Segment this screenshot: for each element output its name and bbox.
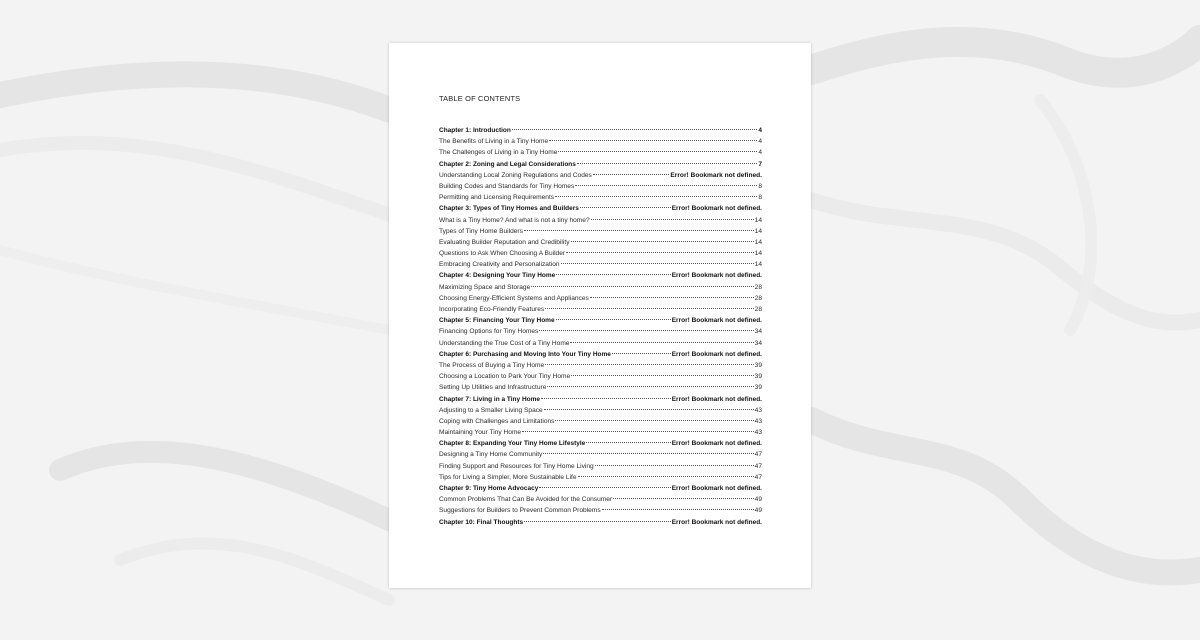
toc-entry-title: Chapter 1: Introduction [439, 127, 511, 134]
toc-dot-leader [545, 364, 753, 365]
toc-chapter-entry[interactable] [439, 438, 762, 449]
toc-section-entry[interactable] [439, 248, 762, 259]
toc-page-number: 43 [754, 406, 762, 414]
toc-section-entry[interactable] [439, 360, 762, 371]
toc-dot-leader [539, 330, 753, 331]
toc-section-entry[interactable] [439, 461, 762, 472]
toc-chapter-entry[interactable] [439, 203, 762, 214]
toc-entry-title: Chapter 8: Expanding Your Tiny Home Lifestyle [439, 440, 586, 448]
toc-dot-leader [531, 286, 753, 287]
toc-chapter-entry[interactable] [439, 270, 762, 281]
toc-entry-title: Chapter 6: Purchasing and Moving Into Your Tiny Home [439, 350, 611, 358]
toc-dot-leader [577, 163, 758, 164]
toc-page-number: 34 [754, 328, 762, 336]
toc-page-number: Error! Bookmark not defined. [671, 440, 762, 448]
toc-page-number: 47 [754, 451, 762, 459]
toc-page-number: 47 [754, 462, 762, 470]
toc-entry-title: Tips for Living a Simpler, More Sustainable Life [439, 473, 577, 481]
toc-entry-title: The Benefits of Living in a Tiny Home [439, 138, 549, 146]
toc-section-entry[interactable] [439, 505, 762, 516]
toc-page-number: 14 [754, 227, 762, 235]
toc-page-number: 34 [754, 339, 762, 347]
toc-entry-title: The Challenges of Living in a Tiny Home [439, 149, 558, 157]
toc-entry-title: Understanding the True Cost of a Tiny Home [439, 339, 570, 347]
toc-dot-leader [580, 207, 671, 208]
toc-page-number: 49 [754, 507, 762, 515]
toc-page-number: 14 [754, 261, 762, 269]
toc-section-entry[interactable] [439, 192, 762, 203]
toc-page-number: 49 [754, 496, 762, 504]
toc-page-number: Error! Bookmark not defined. [671, 350, 762, 358]
toc-section-entry[interactable] [439, 282, 762, 293]
toc-page-number: 8 [758, 194, 762, 202]
toc-dot-leader [595, 465, 754, 466]
toc-page-number: Error! Bookmark not defined. [671, 272, 762, 280]
toc-page-number: 39 [754, 361, 762, 369]
toc-section-entry[interactable] [439, 338, 762, 349]
toc-section-entry[interactable] [439, 226, 762, 237]
toc-section-entry[interactable] [439, 405, 762, 416]
toc-page-number: Error! Bookmark not defined. [671, 317, 762, 325]
document-page [389, 43, 811, 588]
toc-dot-leader [524, 230, 754, 231]
toc-dot-leader [556, 319, 671, 320]
toc-dot-leader [566, 252, 754, 253]
toc-entry-title: Financing Options for Tiny Homes [439, 328, 539, 336]
toc-chapter-entry[interactable] [439, 483, 762, 494]
toc-section-entry[interactable] [439, 215, 762, 226]
toc-section-entry[interactable] [439, 416, 762, 427]
toc-page-number: 4 [758, 149, 762, 157]
toc-entry-title: Incorporating Eco-Friendly Features [439, 306, 545, 313]
toc-chapter-entry[interactable] [439, 349, 762, 360]
toc-dot-leader [578, 476, 754, 477]
toc-section-entry[interactable] [439, 147, 762, 158]
toc-dot-leader [558, 151, 757, 152]
toc-dot-leader [549, 140, 757, 141]
toc-page-number: 28 [754, 306, 762, 313]
toc-entry-title: Chapter 7: Living in a Tiny Home [439, 395, 541, 403]
toc-entry-title: Choosing Energy-Efficient Systems and Appliances [439, 294, 589, 302]
toc-page-number: 43 [754, 429, 762, 437]
toc-page-number: 47 [754, 473, 762, 481]
toc-dot-leader [543, 453, 753, 454]
toc-section-entry[interactable] [439, 136, 762, 147]
toc-section-entry[interactable] [439, 293, 762, 304]
toc-entry-title: Suggestions for Builders to Prevent Common Problems [439, 507, 601, 515]
toc-entry-title: Setting Up Utilities and Infrastructure [439, 384, 547, 392]
toc-chapter-entry[interactable] [439, 159, 762, 170]
toc-dot-leader [544, 409, 754, 410]
toc-chapter-entry[interactable] [439, 125, 762, 136]
toc-dot-leader [522, 431, 754, 432]
toc-dot-leader [593, 174, 670, 175]
toc-entry-title: The Process of Buying a Tiny Home [439, 361, 545, 369]
toc-dot-leader [613, 498, 754, 499]
toc-section-entry[interactable] [439, 326, 762, 337]
toc-section-entry[interactable] [439, 237, 762, 248]
toc-entry-title: Adjusting to a Smaller Living Space [439, 406, 543, 414]
toc-section-entry[interactable] [439, 427, 762, 438]
toc-dot-leader [555, 420, 753, 421]
toc-page-number: 8 [758, 182, 762, 190]
toc-page-number: 14 [754, 216, 762, 224]
toc-dot-leader [571, 375, 753, 376]
toc-entry-title: Questions to Ask When Choosing A Builder [439, 250, 566, 258]
toc-entry-title: Understanding Local Zoning Regulations and Codes [439, 171, 592, 179]
toc-entry-title: Chapter 3: Types of Tiny Homes and Builders [439, 205, 579, 213]
toc-entry-title: Chapter 5: Financing Your Tiny Home [439, 317, 555, 325]
toc-dot-leader [556, 274, 670, 275]
toc-entry-title: Permitting and Licensing Requirements [439, 194, 555, 202]
toc-dot-leader [590, 297, 754, 298]
toc-dot-leader [541, 398, 671, 399]
toc-page-number: Error! Bookmark not defined. [670, 171, 762, 179]
toc-page-number: 14 [754, 238, 762, 246]
toc-dot-leader [545, 308, 753, 309]
toc-section-entry[interactable] [439, 382, 762, 393]
toc-page-number: 7 [758, 160, 762, 168]
toc-dot-leader [547, 386, 753, 387]
toc-entry-title: Evaluating Builder Reputation and Credibility [439, 238, 570, 246]
toc-dot-leader [539, 487, 670, 488]
toc-section-entry[interactable] [439, 181, 762, 192]
toc-dot-leader [591, 219, 754, 220]
toc-entry-title: Common Problems That Can Be Avoided for the Consumer [439, 496, 613, 504]
toc-list [439, 125, 762, 528]
toc-page-number: 39 [754, 373, 762, 381]
toc-section-entry[interactable] [439, 449, 762, 460]
toc-entry-title: Choosing a Location to Park Your Tiny Home [439, 373, 571, 381]
toc-entry-title: Chapter 10: Final Thoughts [439, 518, 524, 526]
toc-entry-title: Chapter 9: Tiny Home Advocacy [439, 485, 539, 492]
toc-section-entry[interactable] [439, 494, 762, 505]
toc-dot-leader [555, 196, 757, 197]
toc-dot-leader [571, 241, 754, 242]
toc-section-entry[interactable] [439, 472, 762, 483]
toc-entry-title: Coping with Challenges and Limitations [439, 417, 555, 425]
toc-chapter-entry[interactable] [439, 517, 762, 528]
toc-chapter-entry[interactable] [439, 394, 762, 405]
toc-dot-leader [602, 509, 754, 510]
toc-entry-title: Chapter 4: Designing Your Tiny Home [439, 272, 556, 280]
toc-dot-leader [524, 521, 671, 522]
toc-page-number: Error! Bookmark not defined. [671, 395, 762, 403]
toc-section-entry[interactable] [439, 170, 762, 181]
toc-dot-leader [512, 129, 758, 130]
toc-page-number: 14 [754, 250, 762, 258]
toc-page-number: 28 [754, 294, 762, 302]
toc-entry-title: Building Codes and Standards for Tiny Homes [439, 182, 575, 190]
toc-section-entry[interactable] [439, 259, 762, 270]
toc-dot-leader [586, 442, 670, 443]
toc-entry-title: Chapter 2: Zoning and Legal Considerations [439, 160, 576, 168]
toc-section-entry[interactable] [439, 304, 762, 315]
toc-heading: TABLE OF CONTENTS [439, 94, 521, 103]
toc-dot-leader [570, 342, 753, 343]
toc-page-number: 39 [754, 384, 762, 392]
toc-dot-leader [575, 185, 757, 186]
toc-entry-title: Maximizing Space and Storage [439, 283, 531, 291]
toc-page-number: 28 [754, 283, 762, 291]
toc-entry-title: Types of Tiny Home Builders [439, 227, 523, 235]
toc-dot-leader [561, 263, 754, 264]
toc-entry-title: Finding Support and Resources for Tiny Home Living [439, 462, 594, 470]
toc-entry-title: Embracing Creativity and Personalization [439, 261, 560, 269]
toc-chapter-entry[interactable] [439, 315, 762, 326]
toc-dot-leader [612, 353, 671, 354]
toc-page-number: 4 [758, 127, 762, 134]
toc-section-entry[interactable] [439, 371, 762, 382]
toc-page-number: Error! Bookmark not defined. [671, 518, 762, 526]
toc-entry-title: Maintaining Your Tiny Home [439, 429, 522, 437]
toc-page-number: Error! Bookmark not defined. [671, 205, 762, 213]
toc-page-number: 43 [754, 417, 762, 425]
toc-entry-title: What is a Tiny Home? And what is not a tiny home? [439, 216, 590, 224]
toc-entry-title: Designing a Tiny Home Community [439, 451, 543, 459]
toc-page-number: Error! Bookmark not defined. [671, 485, 762, 492]
toc-page-number: 4 [758, 138, 762, 146]
